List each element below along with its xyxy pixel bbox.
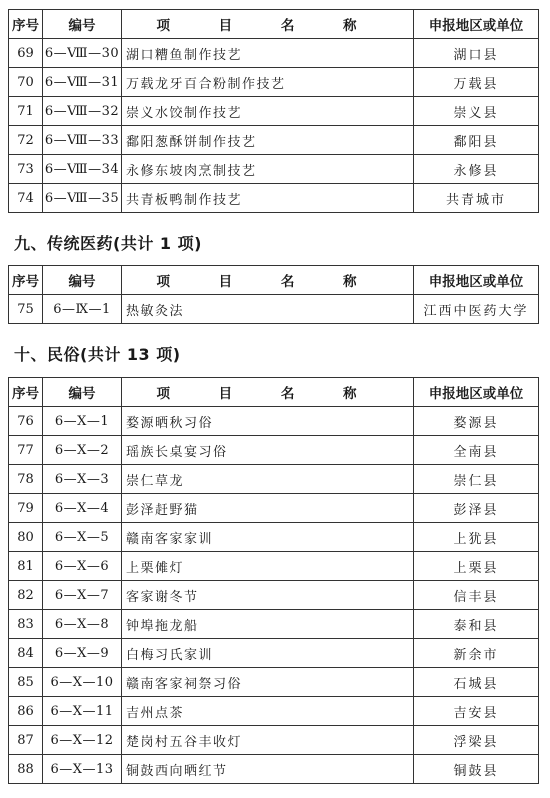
cell-no: 82	[9, 581, 43, 610]
table-row	[9, 523, 539, 552]
header-name: 项 目 名 称	[122, 378, 414, 407]
cell-no: 70	[9, 68, 43, 97]
cell-region: 石城县	[414, 668, 539, 697]
cell-code: 6—Ⅷ—35	[43, 184, 122, 213]
table-row	[9, 639, 539, 668]
table-row	[9, 552, 539, 581]
header-code: 编号	[43, 266, 122, 295]
header-region: 申报地区或单位	[414, 10, 539, 39]
cell-name: 崇义水饺制作技艺	[122, 97, 414, 126]
header-no: 序号	[9, 266, 43, 295]
header-row	[9, 378, 539, 407]
cell-name: 湖口糟鱼制作技艺	[122, 39, 414, 68]
cell-no: 84	[9, 639, 43, 668]
cell-region: 上栗县	[414, 552, 539, 581]
cell-code: 6—Ⅹ—5	[43, 523, 122, 552]
table-row	[9, 126, 539, 155]
cell-name: 彭泽赶野猫	[122, 494, 414, 523]
cell-name: 永修东坡肉烹制技艺	[122, 155, 414, 184]
cell-name: 钟埠拖龙船	[122, 610, 414, 639]
cell-region: 崇仁县	[414, 465, 539, 494]
cell-no: 75	[9, 295, 43, 324]
cell-no: 79	[9, 494, 43, 523]
cell-name: 鄱阳葱酥饼制作技艺	[122, 126, 414, 155]
cell-region: 吉安县	[414, 697, 539, 726]
cell-code: 6—Ⅷ—34	[43, 155, 122, 184]
section-title-folk-customs: 十、民俗(共计 13 项)	[14, 345, 181, 364]
cell-name: 瑶族长桌宴习俗	[122, 436, 414, 465]
table-row	[9, 97, 539, 126]
cell-name: 铜鼓西向晒红节	[122, 755, 414, 784]
table-row	[9, 668, 539, 697]
table-row	[9, 39, 539, 68]
cell-name: 楚岗村五谷丰收灯	[122, 726, 414, 755]
table-row	[9, 184, 539, 213]
header-row	[9, 10, 539, 39]
cell-region: 彭泽县	[414, 494, 539, 523]
cell-code: 6—Ⅹ—2	[43, 436, 122, 465]
cell-no: 69	[9, 39, 43, 68]
table-row	[9, 436, 539, 465]
cell-region: 江西中医药大学	[414, 295, 539, 324]
header-region: 申报地区或单位	[414, 266, 539, 295]
header-code: 编号	[43, 10, 122, 39]
cell-region: 上犹县	[414, 523, 539, 552]
cell-no: 80	[9, 523, 43, 552]
cell-region: 浮梁县	[414, 726, 539, 755]
cell-no: 85	[9, 668, 43, 697]
cell-no: 71	[9, 97, 43, 126]
cell-region: 永修县	[414, 155, 539, 184]
cell-code: 6—Ⅹ—9	[43, 639, 122, 668]
cell-no: 78	[9, 465, 43, 494]
cell-code: 6—Ⅹ—7	[43, 581, 122, 610]
cell-code: 6—Ⅸ—1	[43, 295, 122, 324]
table-row	[9, 697, 539, 726]
cell-name: 赣南客家家训	[122, 523, 414, 552]
cell-code: 6—Ⅷ—33	[43, 126, 122, 155]
header-region: 申报地区或单位	[414, 378, 539, 407]
cell-region: 崇义县	[414, 97, 539, 126]
table-traditional-crafts	[8, 9, 539, 213]
cell-no: 87	[9, 726, 43, 755]
header-code: 编号	[43, 378, 122, 407]
cell-name: 上栗傩灯	[122, 552, 414, 581]
table-row	[9, 68, 539, 97]
cell-no: 86	[9, 697, 43, 726]
cell-region: 泰和县	[414, 610, 539, 639]
section-title-traditional-medicine: 九、传统医药(共计 1 项)	[14, 234, 202, 253]
table-row	[9, 465, 539, 494]
cell-name: 婺源晒秋习俗	[122, 407, 414, 436]
cell-code: 6—Ⅹ—10	[43, 668, 122, 697]
table-row	[9, 726, 539, 755]
table-row	[9, 610, 539, 639]
table-row	[9, 581, 539, 610]
cell-no: 77	[9, 436, 43, 465]
cell-code: 6—Ⅹ—3	[43, 465, 122, 494]
cell-code: 6—Ⅷ—30	[43, 39, 122, 68]
cell-region: 信丰县	[414, 581, 539, 610]
cell-no: 74	[9, 184, 43, 213]
header-name: 项 目 名 称	[122, 10, 414, 39]
table-row	[9, 494, 539, 523]
table-row	[9, 295, 539, 324]
table-row	[9, 155, 539, 184]
cell-region: 湖口县	[414, 39, 539, 68]
cell-region: 新余市	[414, 639, 539, 668]
cell-region: 共青城市	[414, 184, 539, 213]
cell-code: 6—Ⅷ—32	[43, 97, 122, 126]
header-no: 序号	[9, 10, 43, 39]
cell-name: 客家谢冬节	[122, 581, 414, 610]
cell-region: 万载县	[414, 68, 539, 97]
cell-name: 崇仁草龙	[122, 465, 414, 494]
cell-no: 83	[9, 610, 43, 639]
cell-region: 全南县	[414, 436, 539, 465]
cell-code: 6—Ⅹ—4	[43, 494, 122, 523]
cell-code: 6—Ⅹ—12	[43, 726, 122, 755]
header-row	[9, 266, 539, 295]
cell-code: 6—Ⅹ—1	[43, 407, 122, 436]
cell-code: 6—Ⅹ—6	[43, 552, 122, 581]
cell-name: 吉州点茶	[122, 697, 414, 726]
header-name: 项 目 名 称	[122, 266, 414, 295]
cell-region: 鄱阳县	[414, 126, 539, 155]
cell-region: 婺源县	[414, 407, 539, 436]
table-row	[9, 407, 539, 436]
table-traditional-medicine	[8, 265, 539, 324]
cell-name: 共青板鸭制作技艺	[122, 184, 414, 213]
table-row	[9, 755, 539, 784]
cell-name: 白梅习氏家训	[122, 639, 414, 668]
cell-code: 6—Ⅹ—11	[43, 697, 122, 726]
cell-no: 76	[9, 407, 43, 436]
table-folk-customs	[8, 377, 539, 784]
cell-code: 6—Ⅹ—8	[43, 610, 122, 639]
cell-region: 铜鼓县	[414, 755, 539, 784]
cell-no: 81	[9, 552, 43, 581]
cell-no: 73	[9, 155, 43, 184]
cell-name: 赣南客家祠祭习俗	[122, 668, 414, 697]
cell-code: 6—Ⅷ—31	[43, 68, 122, 97]
cell-name: 热敏灸法	[122, 295, 414, 324]
cell-no: 72	[9, 126, 43, 155]
cell-no: 88	[9, 755, 43, 784]
cell-code: 6—Ⅹ—13	[43, 755, 122, 784]
cell-name: 万载龙牙百合粉制作技艺	[122, 68, 414, 97]
header-no: 序号	[9, 378, 43, 407]
